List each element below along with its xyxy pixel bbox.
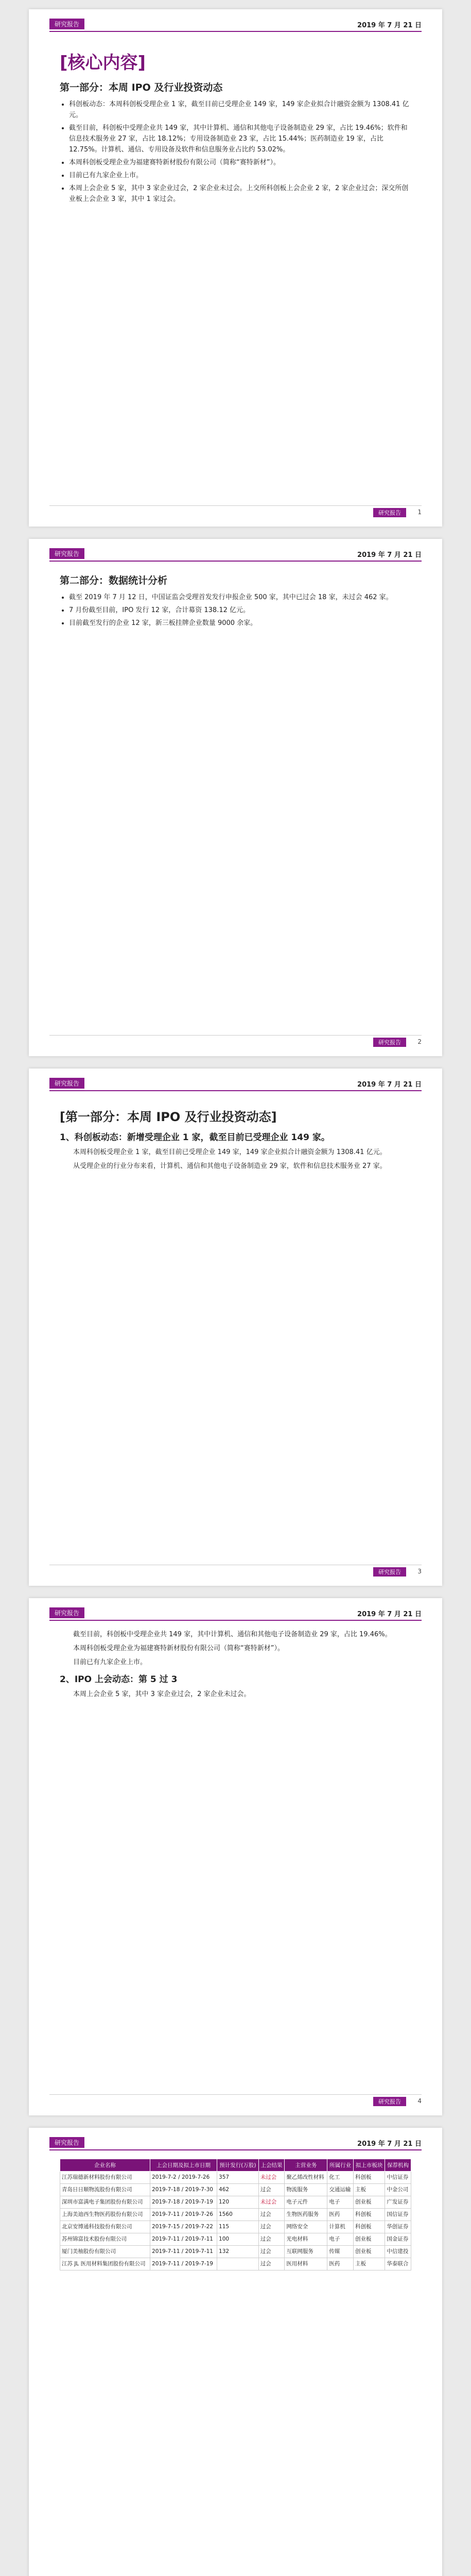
bullet-item: • 目前已有九家企业上市。 [69,170,411,181]
cell: 357 [217,2172,259,2184]
cell: 2019-7-18 / 2019-7-30 [150,2184,217,2196]
cell: 苏州锦富技术股份有限公司 [60,2233,150,2246]
column-header: 拟上市板块 [353,2159,385,2172]
header-date: 2019 年 7 月 21 日 [357,551,422,559]
footer-tag: 研究报告 [373,508,406,517]
cell: 过会 [258,2184,285,2196]
cell: 中信建投 [385,2246,411,2258]
page-footer [49,2094,422,2106]
page-1-bullets [60,99,411,205]
section-1-title: 第一部分：本周 IPO 及行业投资动态 [60,82,223,93]
page-5 [29,2128,442,2576]
column-header: 上会日期及拟上市日期 [150,2159,217,2172]
header-tag: 研究报告 [49,1078,84,1089]
cell: 创业板 [353,2233,385,2246]
cell: 华泰联合 [385,2258,411,2270]
page-header [49,1607,422,1621]
header-date: 2019 年 7 月 21 日 [357,1081,422,1089]
cell: 医药 [327,2209,354,2221]
column-header: 上会结果 [258,2159,285,2172]
paragraph: 目前已有九家企业上市。 [73,1658,147,1666]
page-footer [49,1565,422,1577]
page-number: 1 [417,509,422,516]
cell: 物流服务 [285,2184,327,2196]
page-2-bullets [60,592,411,629]
cell: 115 [217,2221,259,2233]
cell: 电子元件 [285,2196,327,2209]
page-2-content [60,570,411,631]
page-3-content [60,1099,411,1175]
cell: 广发证券 [385,2196,411,2209]
cell: 江苏 JL 医用材料集团股份有限公司 [60,2258,150,2270]
cell: 聚乙烯改性材料 [285,2172,327,2184]
header-tag: 研究报告 [49,19,84,29]
cell: 光电材料 [285,2233,327,2246]
footer-tag: 研究报告 [373,1567,406,1577]
cell: 主板 [353,2184,385,2196]
table-row [60,2209,411,2221]
table-row [60,2221,411,2233]
cell: 北京安博通科技股份有限公司 [60,2221,150,2233]
header-tag: 研究报告 [49,548,84,559]
cell: 132 [217,2246,259,2258]
cell: 过会 [258,2209,285,2221]
section-1-heading: [第一部分：本周 IPO 及行业投资动态] [60,1110,277,1124]
cell: 国金证券 [385,2233,411,2246]
cell [217,2258,259,2270]
cell: 江苏瑞德新材料股份有限公司 [60,2172,150,2184]
bullet-item: • 本周科创板受理企业为福建赛特新材股份有限公司（简称“赛特新材”）。 [69,157,411,168]
paragraph: 本周上会企业 5 家，其中 3 家企业过会，2 家企业未过会。 [73,1690,251,1698]
cell: 过会 [258,2221,285,2233]
page-number: 3 [417,1568,422,1575]
column-header: 所属行业 [327,2159,354,2172]
subsection-2-title: 2、IPO 上会动态：第 5 过 3 [60,1674,178,1685]
page-footer [49,505,422,517]
cell: 2019-7-11 / 2019-7-11 [150,2246,217,2258]
cell: 计算机 [327,2221,354,2233]
cell: 厦门美柚股份有限公司 [60,2246,150,2258]
table-row [60,2246,411,2258]
column-header: 保荐机构 [385,2159,411,2172]
cell: 化工 [327,2172,354,2184]
cell: 科创板 [353,2209,385,2221]
page-3 [29,1069,442,1586]
cell: 深圳市富满电子集团股份有限公司 [60,2196,150,2209]
cell: 过会 [258,2258,285,2270]
cell: 2019-7-11 / 2019-7-26 [150,2209,217,2221]
page-header [49,1078,422,1091]
header-tag: 研究报告 [49,2137,84,2148]
cell: 100 [217,2233,259,2246]
cell: 科创板 [353,2172,385,2184]
ipo-table [60,2159,411,2270]
paragraph: 截至目前，科创板中受理企业共 149 家，其中计算机、通信和其他电子设备制造业 29 家，占比 19.46%。 [73,1631,392,1638]
page-footer [49,1035,422,1047]
cell: 未过会 [258,2172,285,2184]
cell: 2019-7-11 / 2019-7-19 [150,2258,217,2270]
cell: 2019-7-15 / 2019-7-22 [150,2221,217,2233]
column-header: 预计发行(万股) [217,2159,259,2172]
cell: 1560 [217,2209,259,2221]
cell: 上海美迪西生物医药股份有限公司 [60,2209,150,2221]
footer-tag: 研究报告 [373,1038,406,1047]
cell: 2019-7-2 / 2019-7-26 [150,2172,217,2184]
table-row [60,2196,411,2209]
cell: 中金公司 [385,2184,411,2196]
table-row [60,2233,411,2246]
page-number: 4 [417,2097,422,2105]
cell: 传媒 [327,2246,354,2258]
page-header [49,19,422,32]
page-header [49,2137,422,2150]
cell: 网络安全 [285,2221,327,2233]
cell: 交通运输 [327,2184,354,2196]
column-header: 主营业务 [285,2159,327,2172]
header-date: 2019 年 7 月 21 日 [357,2140,422,2148]
cell: 互联网服务 [285,2246,327,2258]
bullet-item: • 7 月份截至目前，IPO 发行 12 家，合计募资 138.12 亿元。 [69,605,411,616]
cell: 120 [217,2196,259,2209]
section-2-title: 第二部分：数据统计分析 [60,575,168,586]
table-row [60,2184,411,2196]
cell: 电子 [327,2196,354,2209]
column-header: 企业名称 [60,2159,150,2172]
bullet-item: • 科创板动态：本周科创板受理企业 1 家，截至目前已受理企业 149 家，149 家企业拟合计融资金额为 1308.41 亿元。 [69,99,411,121]
bullet-item: • 目前截至发行的企业 12 家，新三板挂牌企业数量 9000 余家。 [69,618,411,629]
paragraph: 本周科创板受理企业为福建赛特新材股份有限公司（简称“赛特新材”）。 [73,1645,284,1652]
cell: 医药 [327,2258,354,2270]
bullet-item: • 截至目前，科创板中受理企业共 149 家，其中计算机、通信和其他电子设备制造业 29 家，占比 19.46%；软件和信息技术服务业 27 家，占比 18.12%；专用设备制造业 23 家，占比 15.44%；医药制造业 19 家，占比 12.75%。计算机、通信、专用设备及软件和信息服务业占比约 53.02%。 [69,123,411,155]
core-content-title: [核心内容] [60,53,146,73]
table-row [60,2258,411,2270]
cell: 医用材料 [285,2258,327,2270]
table-row [60,2172,411,2184]
page-1 [29,9,442,527]
paragraph: 本周科创板受理企业 1 家，截至目前已受理企业 149 家，149 家企业拟合计融资金额为 1308.41 亿元。 [73,1148,387,1156]
ipo-table-header-row [60,2159,411,2172]
header-tag: 研究报告 [49,1607,84,1618]
paragraph: 从受理企业的行业分布来看，计算机、通信和其他电子设备制造业 29 家，软件和信息技术服务业 27 家。 [73,1162,387,1170]
cell: 创业板 [353,2246,385,2258]
cell: 华创证券 [385,2221,411,2233]
cell: 青岛日日顺物流股份有限公司 [60,2184,150,2196]
cell: 未过会 [258,2196,285,2209]
cell: 过会 [258,2233,285,2246]
subsection-1-title: 1、科创板动态：新增受理企业 1 家，截至目前已受理企业 149 家。 [60,1132,330,1143]
header-date: 2019 年 7 月 21 日 [357,22,422,29]
page-1-content [60,40,411,207]
page-5-content [60,2159,411,2270]
footer-tag: 研究报告 [373,2097,406,2106]
page-header [49,548,422,562]
cell: 中信证券 [385,2172,411,2184]
bullet-item: • 截至 2019 年 7 月 12 日，中国证监会受理首发发行申报企业 500 家，其中已过会 18 家，未过会 462 家。 [69,592,411,603]
cell: 2019-7-11 / 2019-7-11 [150,2233,217,2246]
cell: 国信证券 [385,2209,411,2221]
cell: 462 [217,2184,259,2196]
cell: 生物医药服务 [285,2209,327,2221]
cell: 2019-7-18 / 2019-7-19 [150,2196,217,2209]
cell: 主板 [353,2258,385,2270]
page-2 [29,539,442,1056]
cell: 过会 [258,2246,285,2258]
page-4 [29,1598,442,2115]
cell: 电子 [327,2233,354,2246]
header-date: 2019 年 7 月 21 日 [357,1611,422,1618]
cell: 创业板 [353,2196,385,2209]
page-4-content [60,1629,411,1703]
bullet-item: • 本周上会企业 5 家，其中 3 家企业过会，2 家企业未过会。上交所科创板上会企业 2 家，2 家企业过会；深交所创业板上会企业 3 家，其中 1 家过会。 [69,183,411,205]
page-number: 2 [417,1038,422,1045]
cell: 科创板 [353,2221,385,2233]
